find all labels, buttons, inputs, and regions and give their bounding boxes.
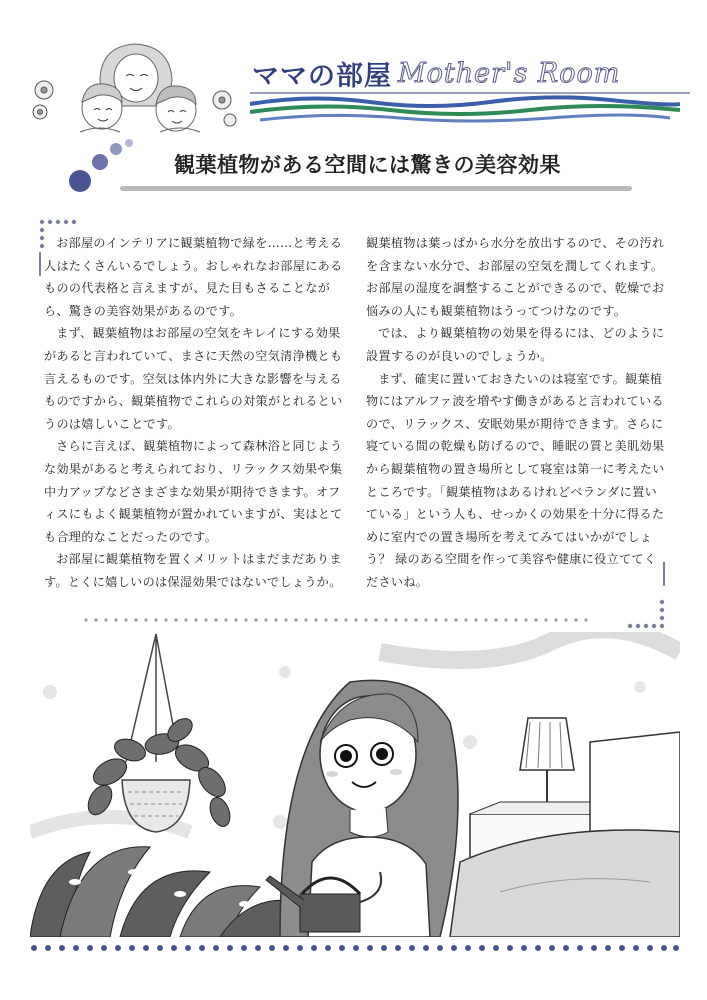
wave-ornament	[250, 92, 680, 126]
article-left-column	[44, 232, 344, 594]
bottom-dotted-border	[30, 942, 680, 954]
article-paragraph: では、より観葉植物の効果を得るには、どのように設置するのが良いのでしょうか。	[366, 326, 665, 363]
woman-watering-plants-illustration	[30, 632, 680, 937]
mother-children-illustration	[30, 40, 240, 135]
article-paragraph: 観葉植物は葉っぱから水分を放出するので、その汚れを含まない水分で、お部屋の空気を潤してくれます。お部屋の湿度を調整することができるので、乾燥でお悩みの人にも観葉植物はうってつけなのです。	[366, 236, 665, 318]
article-right-column	[366, 232, 666, 594]
article-paragraph: まず、確実に置いておきたいのは寝室です。観葉植物にはアルファ波を増やす働きがあると言われているので、リラックス、安眠効果が期待できます。さらに寝ている間の乾燥も防げるので、睡眠の質と美肌効果から観葉植物の置き場所として寝室は第一に考えたいところです。「観葉植物はあるけれどベランダに置いている」という人も、せっかくの効果を十分に得るために室内での置き場所を考えてみてはいかがでしょう？ 緑のある空間を作って美容や健康に役立ててくださいね。	[366, 371, 665, 589]
article-headline: 観葉植物がある空間には驚きの美容効果	[174, 153, 561, 177]
section-title: ママの部屋	[252, 61, 392, 92]
article-paragraph: まず、観葉植物はお部屋の空気をキレイにする効果があると言われていて、まさに天然の空気清浄機とも言えるものです。空気は体内外に大きな影響を与えるものですから、観葉植物でこれらの対策がとれるというのは嬉しいことです。	[44, 326, 343, 431]
article-paragraph: お部屋のインテリアに観葉植物で緑を……と考える人はたくさんいるでしょう。おしゃれなお部屋にあるものの代表格と言えますが、見た目もさることながら、驚きの美容効果があるのです。	[44, 236, 343, 318]
article-paragraph: さらに言えば、観葉植物によって森林浴と同じような効果があると考えられており、リラックス効果や集中力アップなどさまざまな効果が期待できます。オフィスにもよく観葉植物が置かれていますが、実はとても合理的なことだったのです。	[44, 439, 343, 544]
article-paragraph: お部屋に観葉植物を置くメリットはまだまだあります。とくに嬉しいのは保湿効果ではないでしょうか。	[44, 552, 342, 589]
headline-underline	[120, 186, 632, 191]
section-subtitle: Mother's Room	[398, 58, 621, 89]
